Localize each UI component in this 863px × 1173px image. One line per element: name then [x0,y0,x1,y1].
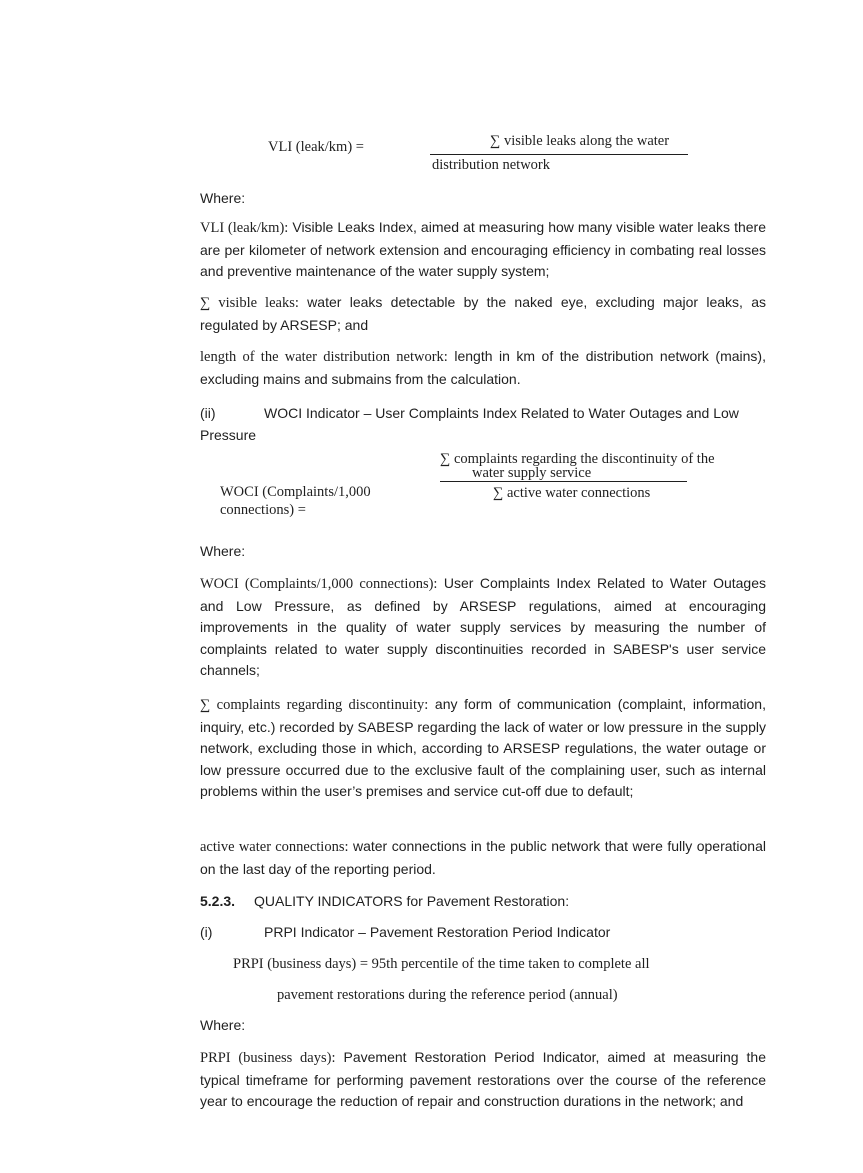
vli-formula-denominator: distribution network [432,157,551,173]
sum-visible-leaks-definition [200,292,766,336]
heading-section-523 [200,891,766,913]
active-connections-text: water connections in the public network that were fully operational on the last day of the reporting period. [200,838,766,877]
woci-formula-denominator: ∑ active water connections [493,485,651,501]
heading-item-ii-number: (ii) [200,405,216,421]
heading-item-i [200,922,766,944]
woci-formula-numerator-line2: water supply service [472,465,592,481]
heading-section-523-text: QUALITY INDICATORS for Pavement Restoration: [254,893,570,909]
network-length-definition [200,346,766,390]
heading-section-523-number: 5.2.3. [200,893,236,909]
prpi-formula-line2: pavement restorations during the reference period (annual) [277,987,618,1003]
heading-item-ii [200,403,766,446]
prpi-definition-text: Pavement Restoration Period Indicator, aimed at measuring the typical timeframe for performing pavement restorations over the course of the reference year to encourage the reduction of repair and construction durations in the network; and [200,1049,766,1109]
heading-item-ii-text: WOCI Indicator – User Complaints Index Related to Water Outages and Low Pressure [200,405,739,443]
vli-definition-term: VLI (leak/km): [200,220,289,236]
heading-item-i-text: PRPI Indicator – Pavement Restoration Period Indicator [264,924,611,940]
woci-definition [200,573,766,682]
woci-formula-lhs-line1: WOCI (Complaints/1,000 [220,484,371,500]
woci-formula-fraction-bar [440,481,687,482]
vli-definition-text: Visible Leaks Index, aimed at measuring how many visible water leaks there are per kilometer of network extension and encouraging efficiency in combating real losses and preventive maintenance of the water supply system; [200,219,766,279]
prpi-definition-term: PRPI (business days): [200,1050,336,1066]
woci-definition-term: WOCI (Complaints/1,000 connections): [200,576,438,592]
sum-complaints-text: any form of communication (complaint, information, inquiry, etc.) recorded by SABESP regarding the lack of water or low pressure in the supply network, excluding those in which, according to ARSESP regulations, the water outage or low pressure occurred due to the exclusive fault of the complaining user, such as internal problems within the user’s premises and service cut-off due to default; [200,696,766,799]
woci-formula-numerator-line1: ∑ complaints regarding the discontinuity of the [440,451,715,467]
where-label: Where: [200,1017,246,1033]
heading-item-i-number: (i) [200,924,213,940]
where-label: Where: [200,543,246,559]
where-label: Where: [200,190,246,206]
vli-formula-lhs: VLI (leak/km) = [268,139,364,155]
active-connections-definition [200,836,766,880]
network-length-term: length of the water distribution network: [200,349,448,365]
sum-complaints-definition [200,694,766,803]
prpi-formula-line1: PRPI (business days) = 95th percentile of the time taken to complete all [233,956,650,972]
sum-visible-leaks-text: water leaks detectable by the naked eye, excluding major leaks, as regulated by ARSESP; and [200,294,767,333]
network-length-text: length in km of the distribution network (mains), excluding mains and submains from the calculation. [200,348,766,387]
vli-formula-fraction-bar [430,154,688,155]
vli-definition [200,217,766,283]
prpi-definition [200,1047,766,1113]
woci-definition-text: User Complaints Index Related to Water Outages and Low Pressure, as defined by ARSESP regulations, aimed at encouraging improvements in the quality of water supply services by measuring the number of complaints related to water supply discontinuities recorded in SABESP's user service channels; [200,575,767,678]
vli-formula-numerator: ∑ visible leaks along the water [490,133,670,149]
woci-formula-lhs-line2: connections) = [220,502,306,518]
sum-complaints-term: ∑ complaints regarding discontinuity: [200,697,429,713]
sum-visible-leaks-term: ∑ visible leaks: [200,295,299,311]
active-connections-term: active water connections: [200,839,349,855]
